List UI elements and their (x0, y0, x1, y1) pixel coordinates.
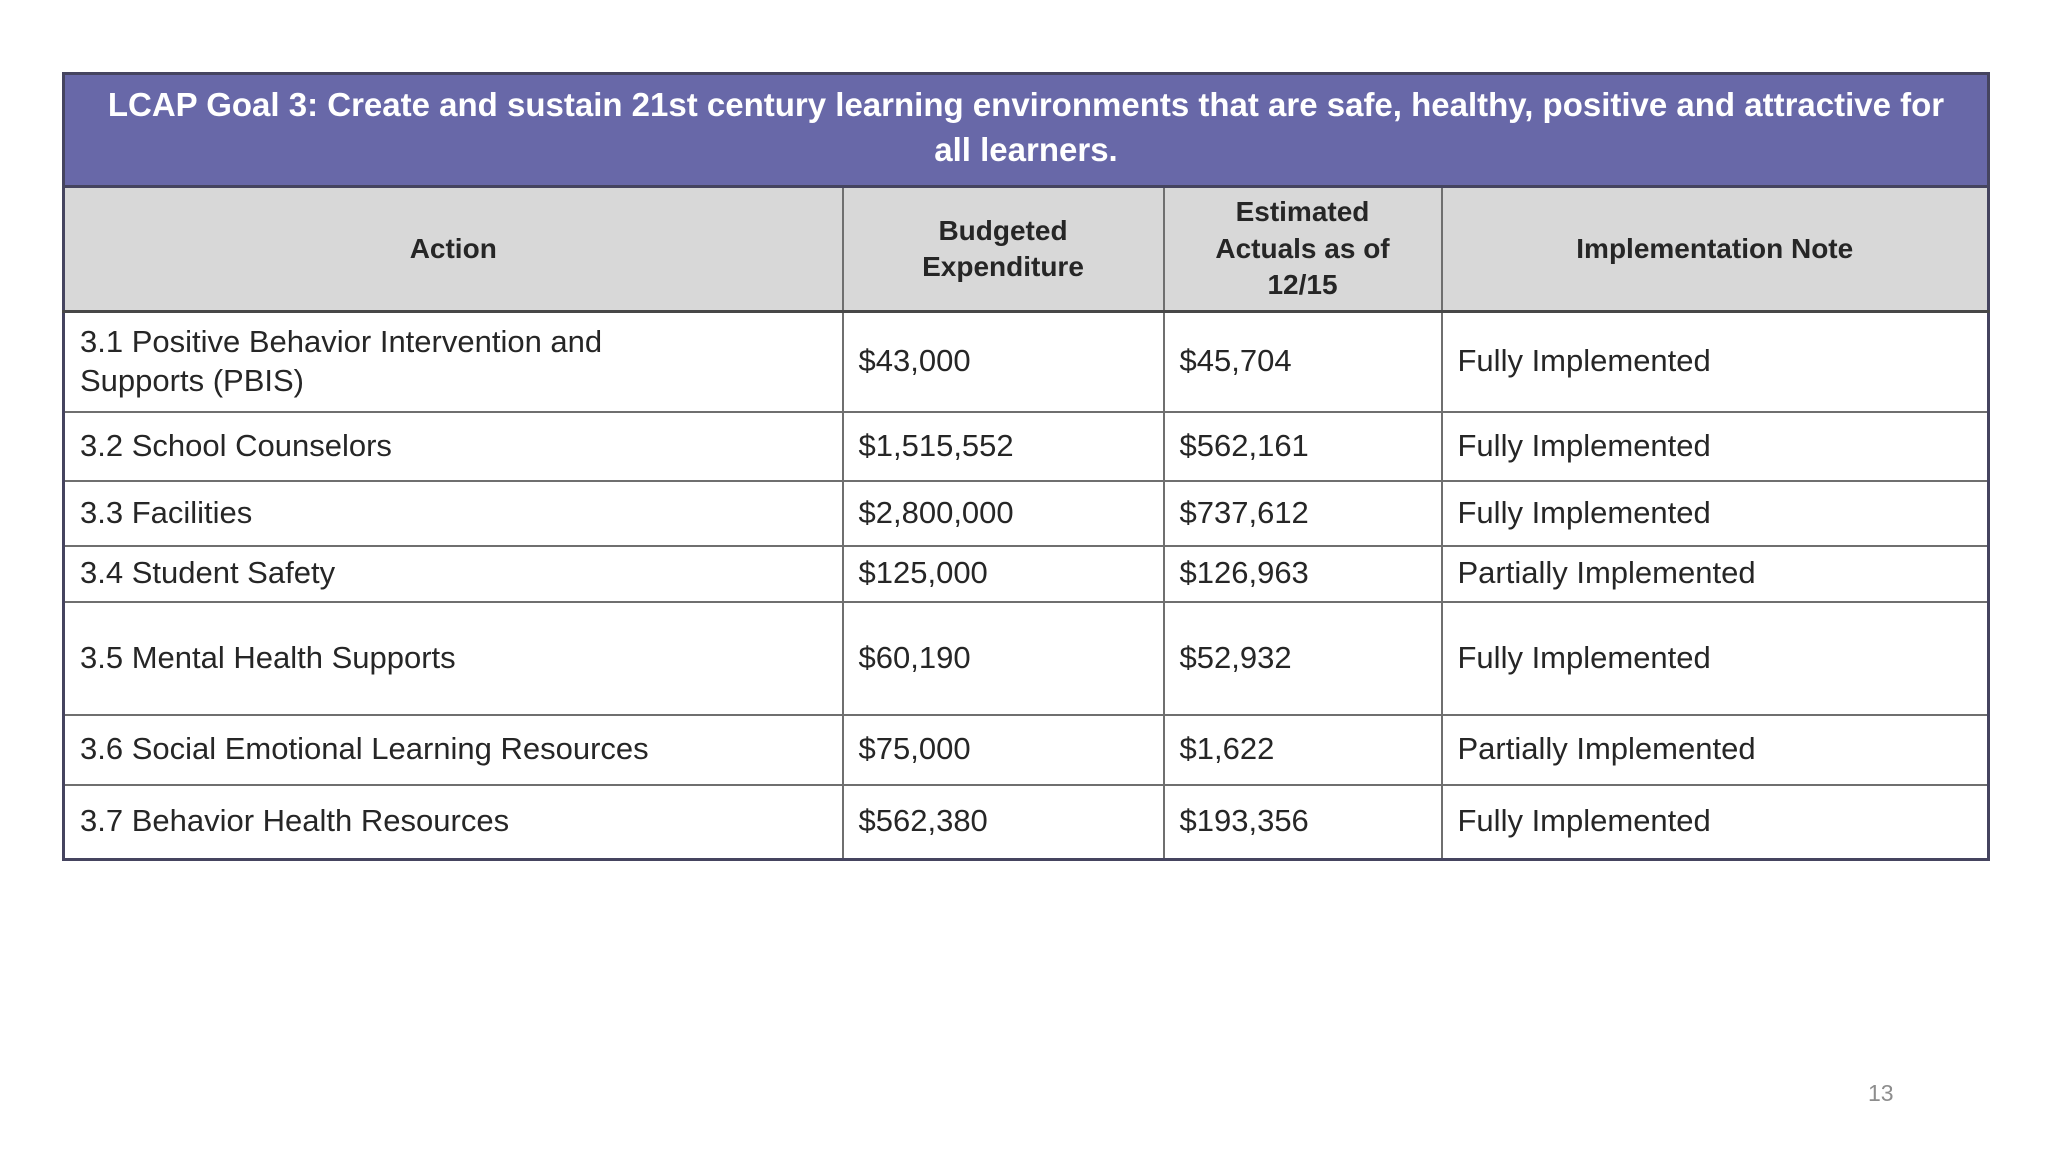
action-text: 3.5 Mental Health Supports (80, 639, 456, 675)
actuals-cell (1164, 412, 1442, 481)
note-cell (1442, 312, 1989, 412)
actuals-cell (1164, 312, 1442, 412)
actuals-text: $562,161 (1179, 427, 1309, 463)
note-cell (1442, 412, 1989, 481)
budgeted-text: $125,000 (858, 555, 988, 591)
action-cell (64, 546, 843, 602)
note-text: Partially Implemented (1457, 555, 1756, 591)
table-row (64, 481, 1989, 546)
note-cell (1442, 785, 1989, 860)
note-text: Fully Implemented (1457, 494, 1711, 530)
budgeted-text: $1,515,552 (858, 427, 1014, 463)
column-header-estimated-actuals-label: Estimated Actuals as of 12/15 (1215, 196, 1390, 301)
note-text: Fully Implemented (1457, 427, 1711, 463)
table-title-row (64, 74, 1989, 187)
actuals-text: $52,932 (1179, 639, 1292, 675)
table-row (64, 412, 1989, 481)
action-text: 3.3 Facilities (80, 494, 253, 530)
lcap-goal3-table (62, 72, 1990, 861)
table-row (64, 785, 1989, 860)
actuals-text: $126,963 (1179, 555, 1309, 591)
actuals-cell (1164, 546, 1442, 602)
page-number: 13 (1868, 1080, 1894, 1106)
actuals-cell (1164, 481, 1442, 546)
budgeted-cell (843, 546, 1164, 602)
column-header-implementation-note-label: Implementation Note (1576, 232, 1854, 264)
column-header-row (64, 187, 1989, 312)
column-header-implementation-note (1442, 187, 1989, 312)
table-row (64, 715, 1989, 785)
column-header-action-label: Action (409, 232, 497, 264)
budgeted-cell (843, 312, 1164, 412)
table-row (64, 312, 1989, 412)
action-cell (64, 312, 843, 412)
actuals-cell (1164, 602, 1442, 715)
table-row (64, 546, 1989, 602)
column-header-budgeted-expenditure (843, 187, 1164, 312)
action-cell (64, 602, 843, 715)
budgeted-cell (843, 412, 1164, 481)
column-header-estimated-actuals (1164, 187, 1442, 312)
note-cell (1442, 602, 1989, 715)
budgeted-cell (843, 602, 1164, 715)
action-text: 3.6 Social Emotional Learning Resources (80, 731, 649, 767)
budgeted-cell (843, 481, 1164, 546)
note-text: Fully Implemented (1457, 639, 1711, 675)
action-text: 3.1 Positive Behavior Intervention and Supports (PBIS) (80, 324, 603, 398)
budgeted-text: $2,800,000 (858, 494, 1014, 530)
action-text: 3.4 Student Safety (80, 555, 336, 591)
budgeted-text: $60,190 (858, 639, 971, 675)
note-text: Fully Implemented (1457, 803, 1711, 839)
note-cell (1442, 546, 1989, 602)
budgeted-cell (843, 785, 1164, 860)
action-cell (64, 412, 843, 481)
table-title: LCAP Goal 3: Create and sustain 21st century learning environments that are safe, healthy, positive and attractive for all learners. (64, 74, 1989, 187)
actuals-text: $1,622 (1179, 731, 1275, 767)
budgeted-cell (843, 715, 1164, 785)
actuals-text: $45,704 (1179, 343, 1292, 379)
budgeted-text: $562,380 (858, 803, 988, 839)
budgeted-text: $75,000 (858, 731, 971, 767)
action-cell (64, 481, 843, 546)
column-header-budgeted-expenditure-label: Budgeted Expenditure (922, 214, 1084, 282)
action-text: 3.7 Behavior Health Resources (80, 803, 510, 839)
column-header-action (64, 187, 843, 312)
actuals-cell (1164, 785, 1442, 860)
note-text: Partially Implemented (1457, 731, 1756, 767)
action-text: 3.2 School Counselors (80, 427, 392, 463)
table-row (64, 602, 1989, 715)
note-cell (1442, 481, 1989, 546)
note-text: Fully Implemented (1457, 343, 1711, 379)
actuals-text: $737,612 (1179, 494, 1309, 530)
actuals-cell (1164, 715, 1442, 785)
budgeted-text: $43,000 (858, 343, 971, 379)
actuals-text: $193,356 (1179, 803, 1309, 839)
action-cell (64, 715, 843, 785)
action-cell (64, 785, 843, 860)
note-cell (1442, 715, 1989, 785)
